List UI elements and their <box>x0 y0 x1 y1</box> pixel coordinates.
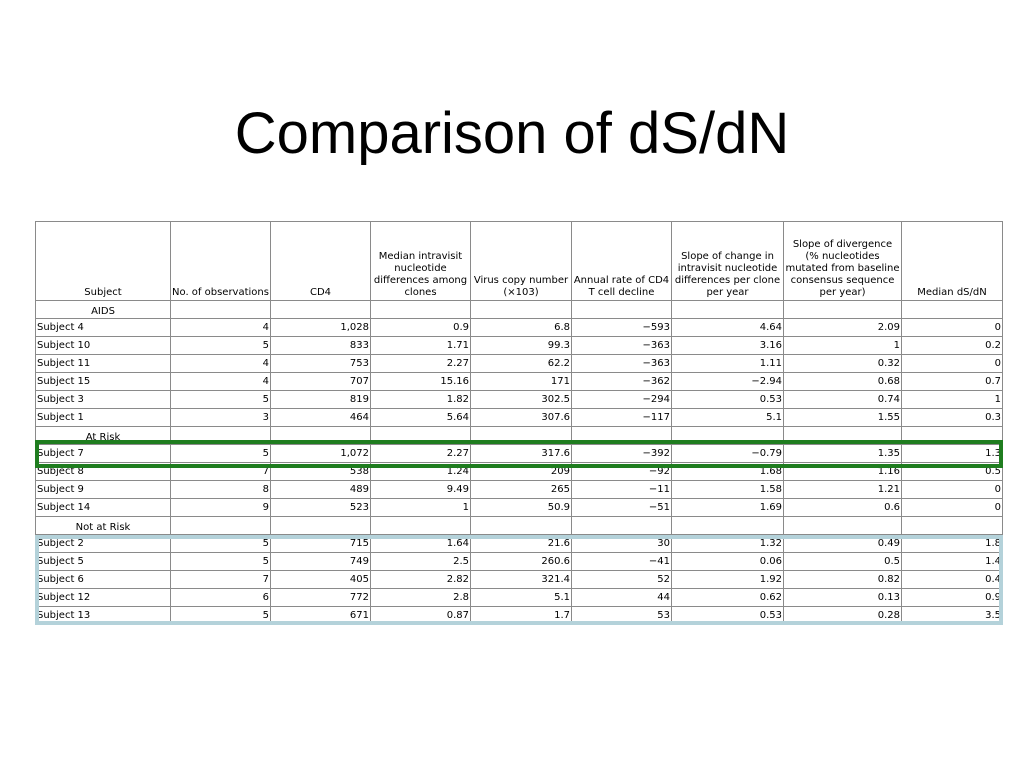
value-cell: 302.5 <box>471 391 572 409</box>
dsdn-comparison-table <box>35 221 1003 625</box>
empty-cell <box>784 427 902 445</box>
value-cell: 753 <box>271 355 371 373</box>
value-cell: 1.7 <box>471 607 572 625</box>
value-cell: 8 <box>171 481 271 499</box>
table-row <box>36 391 1003 409</box>
subject-cell: Subject 4 <box>36 319 171 337</box>
empty-cell <box>902 427 1003 445</box>
value-cell: 209 <box>471 463 572 481</box>
subject-cell: Subject 6 <box>36 571 171 589</box>
table-row <box>36 319 1003 337</box>
value-cell: −51 <box>572 499 672 517</box>
value-cell: 0.74 <box>784 391 902 409</box>
group-label: At Risk <box>36 427 171 445</box>
value-cell: 5 <box>171 553 271 571</box>
empty-cell <box>471 517 572 535</box>
value-cell: 0.3 <box>902 409 1003 427</box>
value-cell: 0.6 <box>784 499 902 517</box>
value-cell: 1.64 <box>371 535 471 553</box>
value-cell: −294 <box>572 391 672 409</box>
value-cell: 1.24 <box>371 463 471 481</box>
value-cell: 44 <box>572 589 672 607</box>
empty-cell <box>572 301 672 319</box>
value-cell: −0.79 <box>672 445 784 463</box>
value-cell: 21.6 <box>471 535 572 553</box>
table-row <box>36 553 1003 571</box>
header-row <box>36 222 1003 301</box>
subject-cell: Subject 3 <box>36 391 171 409</box>
slide-title: Comparison of dS/dN <box>234 101 790 166</box>
empty-cell <box>672 301 784 319</box>
value-cell: 1.8 <box>902 535 1003 553</box>
subject-cell: Subject 2 <box>36 535 171 553</box>
value-cell: 405 <box>271 571 371 589</box>
value-cell: 749 <box>271 553 371 571</box>
empty-cell <box>902 301 1003 319</box>
group-label: AIDS <box>36 301 171 319</box>
value-cell: 4 <box>171 319 271 337</box>
empty-cell <box>371 517 471 535</box>
subject-cell: Subject 10 <box>36 337 171 355</box>
subject-cell: Subject 5 <box>36 553 171 571</box>
value-cell: 5.1 <box>471 589 572 607</box>
group-row <box>36 517 1003 535</box>
value-cell: 0 <box>902 481 1003 499</box>
value-cell: 5 <box>171 445 271 463</box>
value-cell: 6 <box>171 589 271 607</box>
table-row <box>36 463 1003 481</box>
table-row <box>36 607 1003 625</box>
column-header: Subject <box>36 222 171 301</box>
value-cell: 0.5 <box>902 463 1003 481</box>
column-header: No. of observations <box>171 222 271 301</box>
value-cell: 9.49 <box>371 481 471 499</box>
group-row <box>36 427 1003 445</box>
value-cell: 307.6 <box>471 409 572 427</box>
value-cell: 0.82 <box>784 571 902 589</box>
value-cell: 2.82 <box>371 571 471 589</box>
value-cell: 5.64 <box>371 409 471 427</box>
empty-cell <box>784 301 902 319</box>
value-cell: 0.13 <box>784 589 902 607</box>
value-cell: 321.4 <box>471 571 572 589</box>
value-cell: 3.5 <box>902 607 1003 625</box>
value-cell: 0.62 <box>672 589 784 607</box>
empty-cell <box>672 517 784 535</box>
subject-cell: Subject 12 <box>36 589 171 607</box>
value-cell: −362 <box>572 373 672 391</box>
table-row <box>36 355 1003 373</box>
value-cell: 0.7 <box>902 373 1003 391</box>
value-cell: 0.49 <box>784 535 902 553</box>
table-row <box>36 499 1003 517</box>
value-cell: 715 <box>271 535 371 553</box>
empty-cell <box>271 427 371 445</box>
value-cell: −363 <box>572 355 672 373</box>
subject-cell: Subject 8 <box>36 463 171 481</box>
value-cell: 99.3 <box>471 337 572 355</box>
empty-cell <box>902 517 1003 535</box>
value-cell: 317.6 <box>471 445 572 463</box>
table-header <box>36 222 1003 301</box>
subject-cell: Subject 11 <box>36 355 171 373</box>
value-cell: 53 <box>572 607 672 625</box>
value-cell: 15.16 <box>371 373 471 391</box>
value-cell: 4 <box>171 355 271 373</box>
value-cell: 2.27 <box>371 445 471 463</box>
table-row <box>36 337 1003 355</box>
value-cell: 3.16 <box>672 337 784 355</box>
empty-cell <box>271 301 371 319</box>
value-cell: 5 <box>171 391 271 409</box>
value-cell: 0.4 <box>902 571 1003 589</box>
value-cell: 523 <box>271 499 371 517</box>
value-cell: 1.68 <box>672 463 784 481</box>
value-cell: 52 <box>572 571 672 589</box>
value-cell: 0.32 <box>784 355 902 373</box>
value-cell: 0.9 <box>902 589 1003 607</box>
value-cell: 0.28 <box>784 607 902 625</box>
value-cell: 30 <box>572 535 672 553</box>
value-cell: 1.71 <box>371 337 471 355</box>
value-cell: 0 <box>902 499 1003 517</box>
value-cell: −593 <box>572 319 672 337</box>
empty-cell <box>171 301 271 319</box>
value-cell: 1 <box>371 499 471 517</box>
value-cell: 1 <box>784 337 902 355</box>
value-cell: 3 <box>171 409 271 427</box>
value-cell: −363 <box>572 337 672 355</box>
value-cell: 1.55 <box>784 409 902 427</box>
value-cell: 1.21 <box>784 481 902 499</box>
value-cell: 50.9 <box>471 499 572 517</box>
value-cell: 0 <box>902 355 1003 373</box>
value-cell: 489 <box>271 481 371 499</box>
column-header: CD4 <box>271 222 371 301</box>
subject-cell: Subject 7 <box>36 445 171 463</box>
value-cell: 538 <box>271 463 371 481</box>
value-cell: −392 <box>572 445 672 463</box>
empty-cell <box>471 301 572 319</box>
table-row <box>36 445 1003 463</box>
table-row <box>36 373 1003 391</box>
value-cell: −117 <box>572 409 672 427</box>
empty-cell <box>371 301 471 319</box>
value-cell: 772 <box>271 589 371 607</box>
subject-cell: Subject 14 <box>36 499 171 517</box>
empty-cell <box>171 427 271 445</box>
table-row <box>36 481 1003 499</box>
value-cell: 1.58 <box>672 481 784 499</box>
value-cell: 671 <box>271 607 371 625</box>
value-cell: 2.5 <box>371 553 471 571</box>
value-cell: −11 <box>572 481 672 499</box>
value-cell: 5 <box>171 535 271 553</box>
value-cell: 7 <box>171 571 271 589</box>
value-cell: 5 <box>171 337 271 355</box>
empty-cell <box>471 427 572 445</box>
empty-cell <box>672 427 784 445</box>
value-cell: 0.53 <box>672 391 784 409</box>
value-cell: 1.16 <box>784 463 902 481</box>
value-cell: 6.8 <box>471 319 572 337</box>
value-cell: 464 <box>271 409 371 427</box>
value-cell: 265 <box>471 481 572 499</box>
value-cell: 5.1 <box>672 409 784 427</box>
value-cell: 9 <box>171 499 271 517</box>
empty-cell <box>371 427 471 445</box>
value-cell: 4.64 <box>672 319 784 337</box>
value-cell: 1,028 <box>271 319 371 337</box>
value-cell: 1.11 <box>672 355 784 373</box>
column-header: Virus copy number (×103) <box>471 222 572 301</box>
subject-cell: Subject 13 <box>36 607 171 625</box>
value-cell: 1.92 <box>672 571 784 589</box>
column-header: Slope of change in intravisit nucleotide differences per clone per year <box>672 222 784 301</box>
value-cell: 260.6 <box>471 553 572 571</box>
value-cell: 1,072 <box>271 445 371 463</box>
subject-cell: Subject 1 <box>36 409 171 427</box>
empty-cell <box>572 517 672 535</box>
value-cell: 1.3 <box>902 445 1003 463</box>
value-cell: 2.09 <box>784 319 902 337</box>
value-cell: −41 <box>572 553 672 571</box>
value-cell: 0.53 <box>672 607 784 625</box>
value-cell: 5 <box>171 607 271 625</box>
value-cell: 833 <box>271 337 371 355</box>
column-header: Slope of divergence (% nucleotides mutated from baseline consensus sequence per year) <box>784 222 902 301</box>
value-cell: 2.27 <box>371 355 471 373</box>
table-row <box>36 535 1003 553</box>
value-cell: 1.35 <box>784 445 902 463</box>
value-cell: 819 <box>271 391 371 409</box>
value-cell: 0.9 <box>371 319 471 337</box>
group-row <box>36 301 1003 319</box>
value-cell: 0.87 <box>371 607 471 625</box>
subject-cell: Subject 15 <box>36 373 171 391</box>
value-cell: 4 <box>171 373 271 391</box>
value-cell: 1.32 <box>672 535 784 553</box>
value-cell: 0.5 <box>784 553 902 571</box>
value-cell: 707 <box>271 373 371 391</box>
table-row <box>36 409 1003 427</box>
column-header: Annual rate of CD4 T cell decline <box>572 222 672 301</box>
table-body <box>36 301 1003 625</box>
column-header: Median intravisit nucleotide differences among clones <box>371 222 471 301</box>
value-cell: 171 <box>471 373 572 391</box>
table-row <box>36 589 1003 607</box>
value-cell: 1.4 <box>902 553 1003 571</box>
value-cell: 0.2 <box>902 337 1003 355</box>
value-cell: 62.2 <box>471 355 572 373</box>
value-cell: 7 <box>171 463 271 481</box>
empty-cell <box>171 517 271 535</box>
empty-cell <box>784 517 902 535</box>
empty-cell <box>572 427 672 445</box>
value-cell: 0 <box>902 319 1003 337</box>
column-header: Median dS/dN <box>902 222 1003 301</box>
table-row <box>36 571 1003 589</box>
value-cell: 0.68 <box>784 373 902 391</box>
value-cell: 1.82 <box>371 391 471 409</box>
value-cell: −92 <box>572 463 672 481</box>
value-cell: 0.06 <box>672 553 784 571</box>
value-cell: 1.69 <box>672 499 784 517</box>
value-cell: 1 <box>902 391 1003 409</box>
subject-cell: Subject 9 <box>36 481 171 499</box>
group-label: Not at Risk <box>36 517 171 535</box>
value-cell: −2.94 <box>672 373 784 391</box>
value-cell: 2.8 <box>371 589 471 607</box>
empty-cell <box>271 517 371 535</box>
